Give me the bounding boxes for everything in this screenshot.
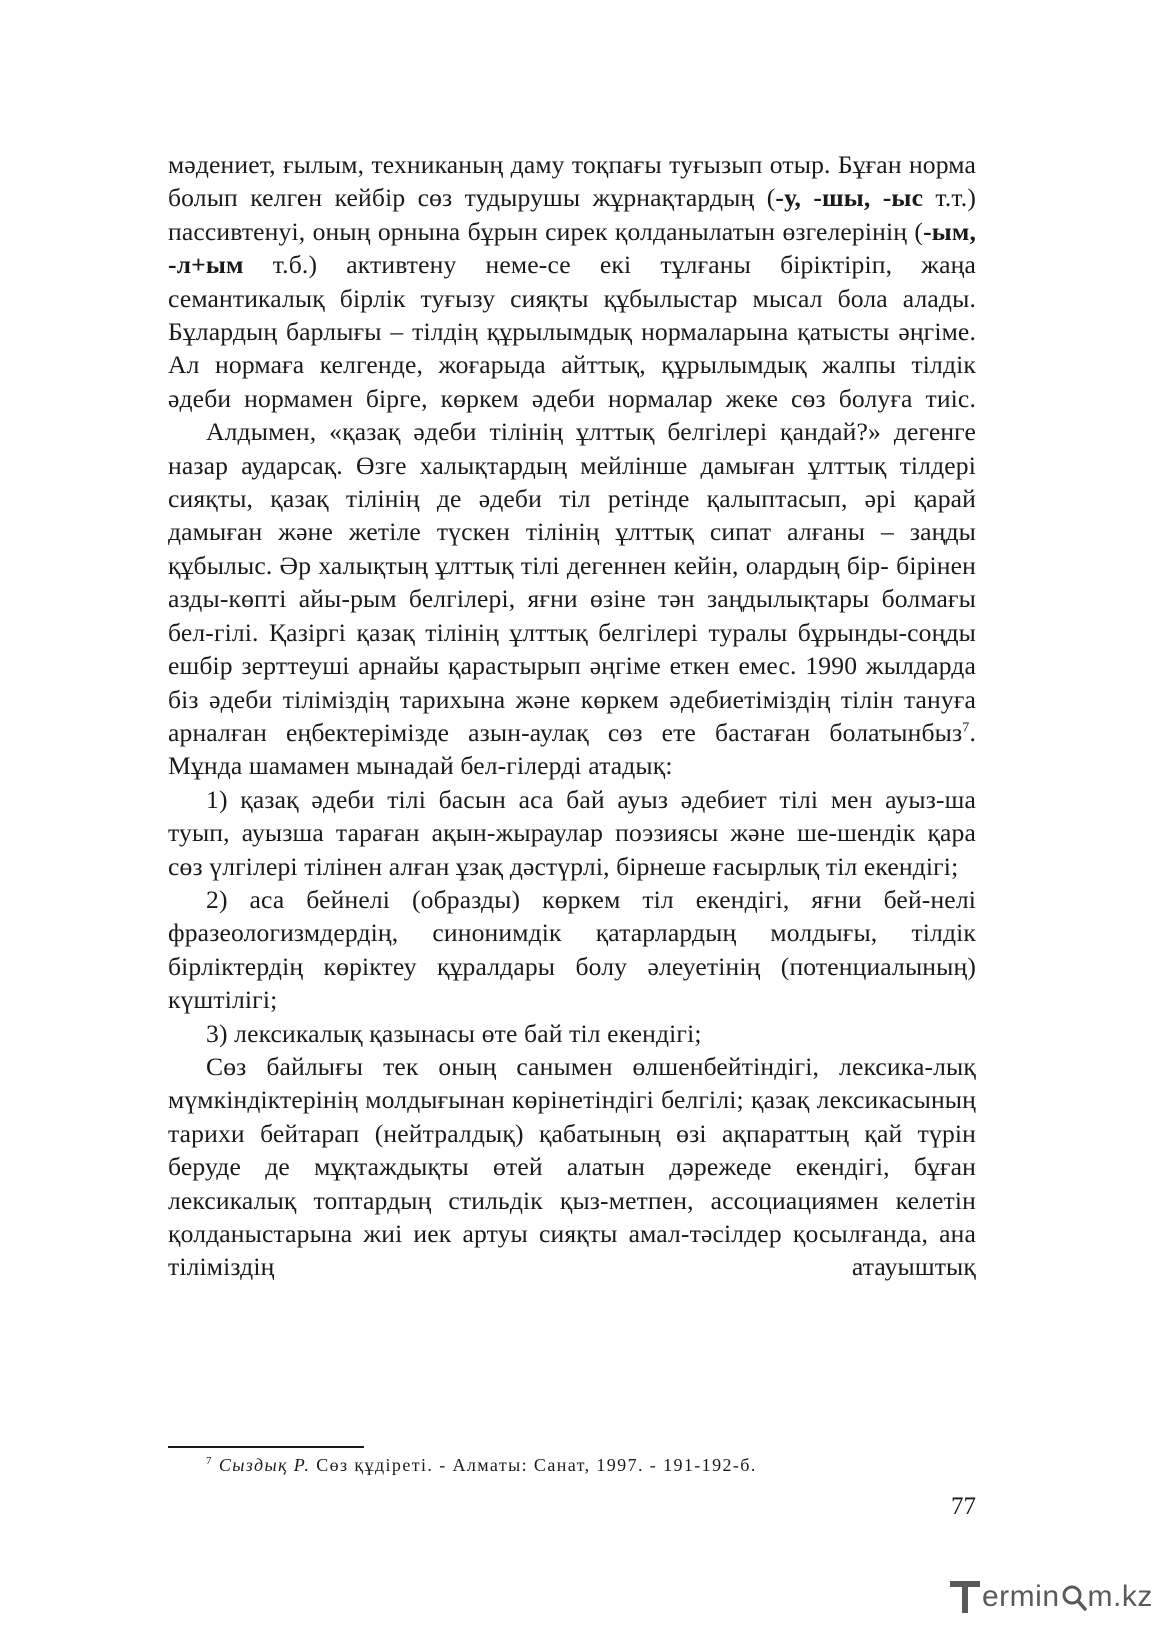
text-run: т.т.) пассивтенуі, оның орнына бұрын сирек қолданылатын өзгелерінің ( xyxy=(168,183,976,246)
logo-letter-t-icon xyxy=(948,1579,982,1615)
text-run: . Мұнда шамамен мынадай бел-гілерді атадық: xyxy=(168,717,976,781)
footnote-text: Сөз құдіреті. - Алматы: Санат, 1997. - 191-192-б. xyxy=(310,1455,757,1475)
footnote-number: 7 xyxy=(206,1455,213,1467)
text-run: 2) аса бейнелі (образды) көркем тіл екендігі, яғни бей-нелі фразеологизмдердің, синонимдік қатарлардың молдығы, тілдік бірліктердің көріктеу құралдары болу әлеуетінің (потенциалының) күштілігі; xyxy=(168,884,976,1015)
page-body xyxy=(168,148,976,1284)
footnote-reference: 7 xyxy=(962,720,970,736)
watermark-text-2: m.kz xyxy=(1087,1580,1153,1613)
body-paragraph xyxy=(168,883,976,1017)
bold-suffix: -ым, -л+ым xyxy=(168,216,976,280)
magnifier-icon xyxy=(1060,1582,1088,1612)
body-paragraph xyxy=(168,1050,976,1284)
bold-suffix: -у, -шы, -ыс xyxy=(775,183,924,213)
text-run: 3) лексикалық қазынасы өте бай тіл екендігі; xyxy=(206,1018,702,1048)
text-run: Сөз байлығы тек оның санымен өлшенбейтіндігі, лексика-лық мүмкіндіктерінің молдығынан көрінетіндігі белгілі; қазақ лексикасының тарихи бейтарап (нейтралдық) қабатының өзі ақпараттың қай түрін беруде де мұқтаждықты өтей алатын дәрежеде екендігі, бұған лексикалық топтардың стильдік қыз-метпен, ассоциациямен келетін қолданыстарына жиі иек артуы сияқты амал-тәсілдер қосылғанда, ана тіліміздің атауыштық xyxy=(168,1051,976,1282)
page-number: 77 xyxy=(951,1493,976,1520)
watermark-logo[interactable] xyxy=(948,1576,1153,1618)
footnote-author: Сыздық Р. xyxy=(218,1455,311,1475)
text-run: Алдымен, «қазақ әдеби тілінің ұлттық белгілері қандай?» дегенге назар аударсақ. Өзге халықтардың мейлінше дамыған ұлттық тілдері сияқты, қазақ тілінің де әдеби тіл ретінде қалыптасып, әрі қарай дамыған және жетіле түскен тілінің ұлттық сипат алғаны – заңды құбылыс. Әр халықтың ұлттық тілі дегеннен кейін, олардың бір- бірінен азды-көпті айы-рым белгілері, яғни өзіне тән заңдылықтары болмағы бел-гілі. Қазіргі қазақ тілінің ұлттық белгілері туралы бұрынды-соңды ешбір зерттеуші арнайы қарастырып әңгіме еткен емес. 1990 жылдарда біз әдеби тіліміздің тарихына және көркем әдебиетіміздің тілін тануға арналған еңбектерімізде азын-аулақ сөз ете бастаған болатынбыз xyxy=(168,417,976,747)
text-run: т.б.) активтену неме-се екі тұлғаны біріктіріп, жаңа семантикалық бірлік туғызу сияқты құбылыстар мысал бола алады. Бұлардың барлығы – тілдің құрылымдық нормаларына қатысты әңгіме. Ал нормаға келгенде, жоғарыда айттық, құрылымдық жалпы тілдік әдеби нормамен бірге, көркем әдеби нормалар жеке сөз болуға тиіс. xyxy=(168,250,976,413)
body-paragraph xyxy=(168,415,976,782)
text-run: 1) қазақ әдеби тілі басын аса бай ауыз әдебиет тілі мен ауыз-ша туып, ауызша тараған ақын-жыраулар поэзиясы және ше-шендік қара сөз үлгілері тілінен алған ұзақ дәстүрлі, бірнеше ғасырлық тіл екендігі; xyxy=(168,784,976,881)
footnote-divider xyxy=(168,1446,364,1448)
body-paragraph xyxy=(168,1017,976,1050)
watermark-text-1: ermin xyxy=(982,1580,1060,1613)
body-paragraph xyxy=(168,783,976,883)
body-paragraph xyxy=(168,148,976,415)
footnote xyxy=(206,1454,757,1476)
text-run: мәдениет, ғылым, техниканың даму тоқпағы туғызып отыр. Бұған норма болып келген кейбір сөз тудырушы жұрнақтардың ( xyxy=(168,150,976,213)
